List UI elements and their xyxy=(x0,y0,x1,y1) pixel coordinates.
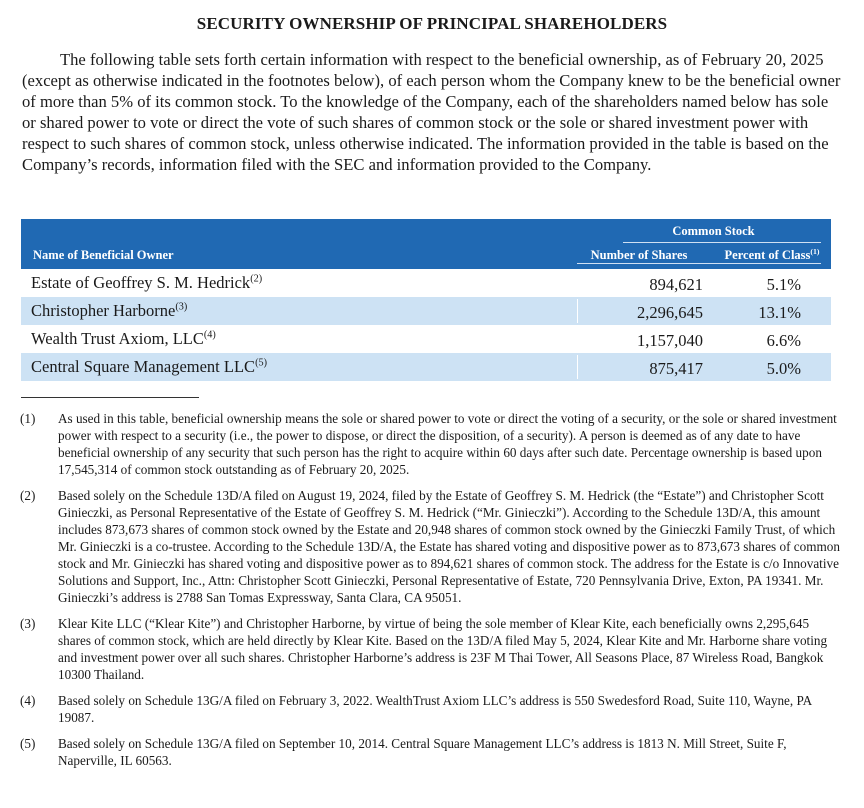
percent-column-header: Percent of Class$^{(1)}$ xyxy=(724,246,820,262)
footnote-ref: (1) xyxy=(810,246,820,256)
table-header xyxy=(21,219,831,269)
number-of-shares: 894,621 xyxy=(649,275,703,294)
footnote-number: (5) xyxy=(20,736,36,751)
footnote-ref: (4) xyxy=(203,329,216,341)
percent-of-class: 13.1% xyxy=(758,303,801,322)
owner-name: Estate of Geoffrey S. M. Hedrick$^{(2)}$ xyxy=(31,273,263,292)
common-stock-header: Common Stock xyxy=(672,224,755,238)
column-header-rule xyxy=(577,263,821,264)
table-row xyxy=(21,297,831,325)
section-title: SECURITY OWNERSHIP OF PRINCIPAL SHAREHOLDERS xyxy=(196,14,668,33)
ownership-table xyxy=(21,219,831,381)
footnote-number: (4) xyxy=(20,693,36,708)
number-of-shares: 1,157,040 xyxy=(637,331,703,350)
footnote-ref: (2) xyxy=(250,273,263,285)
footnote-item xyxy=(20,615,840,683)
footnote-item xyxy=(20,410,840,478)
group-header-rule xyxy=(623,242,821,243)
footnote-number: (2) xyxy=(20,488,36,503)
footnote-text: Based solely on Schedule 13G/A filed on February 3, 2022. WealthTrust Axiom LLC’s address is 550 Swedesford Road, Suite 110, Wayne, PA 19087. xyxy=(58,693,812,725)
table-row xyxy=(21,325,831,353)
footnote-ref: (3) xyxy=(175,301,188,313)
footnote-text: Klear Kite LLC (“Klear Kite”) and Christopher Harborne, by virtue of being the sole member of Klear Kite, each beneficially owns 2,295,645 shares of common stock, which are held directly by Klear Kite. Based on the 13D/A filed May 5, 2024, Klear Kite and Mr. Harborne share voting and investment power over all such shares. Christopher Harborne’s address is 23F M Thai Tower, All Seasons Place, 87 Wireless Road, Bangkok 10300 Thailand. xyxy=(58,616,828,682)
number-of-shares: 2,296,645 xyxy=(637,303,703,322)
footnote-divider xyxy=(21,397,199,398)
percent-of-class: 5.0% xyxy=(766,359,801,378)
footnote-text: Based solely on the Schedule 13D/A filed on August 19, 2024, filed by the Estate of Geoffrey S. M. Hedrick (the “Estate”) and Christopher Scott Ginieczki, as Personal Representative of the Estate of Geoffrey S. M. Hedrick (“Mr. Ginieczki”). According to the Schedule 13D/A, this amount includes 873,673 shares of common stock owned by the Estate and 20,948 shares of common stock owned by the Ginieczki Family Trust, of which Mr. Ginieczki is a co-trustee. According to the Schedule 13D/A, the Estate has shared voting and dispositive power as to 873,673 shares of common stock and Mr. Ginieczki has shared voting and dispositive power as to 894,621 shares of common stock. The address for the Estate is c/o Innovative Solutions and Support, Inc., Attn: Christopher Scott Ginieczki, Personal Representative of Estate, 720 Pennsylvania Drive, Exton, PA 19341. Mr. Ginieczki’s address is 2788 San Tomas Expressway, Santa Clara, CA 95051. xyxy=(58,488,840,605)
footnote-item xyxy=(20,487,840,606)
footnote-text: As used in this table, beneficial ownership means the sole or shared power to vote or direct the voting of a security, or the sole or shared investment power with respect to a security (i.e., the power to dispose, or direct the disposition, of a security). A person is deemed as of any date to have beneficial ownership of any security that such person has the right to acquire within 60 days after such date. Percentage ownership is based upon 17,545,314 of common stock outstanding as of February 20, 2025. xyxy=(58,411,837,477)
footnote-item xyxy=(20,692,840,726)
number-of-shares: 875,417 xyxy=(649,359,703,378)
shares-column-header: Number of Shares xyxy=(590,248,688,262)
footnote-text: Based solely on Schedule 13G/A filed on September 10, 2014. Central Square Management LLC’s address is 1813 N. Mill Street, Suite F, Naperville, IL 60563. xyxy=(58,736,787,768)
footnote-number: (1) xyxy=(20,411,36,426)
owner-name: Christopher Harborne$^{(3)}$ xyxy=(31,301,188,320)
table-row xyxy=(21,269,831,297)
owner-name: Central Square Management LLC$^{(5)}$ xyxy=(31,357,267,376)
footnote-item xyxy=(20,735,840,769)
footnote-ref: (5) xyxy=(255,357,267,369)
table-row xyxy=(21,353,831,381)
footnotes xyxy=(20,410,840,778)
intro-paragraph: The following table sets forth certain information with respect to the beneficial ownership, as of February 20, 2025 (except as otherwise indicated in the footnotes below), of each person whom the Company knew to be the beneficial owner of more than 5% of its common stock. To the knowledge of the Company, each of the shareholders named below has sole or shared power to vote or direct the vote of such shares of common stock or the sole or shared investment power with respect to such shares of common stock, unless otherwise indicated. The information provided in the table is based on the Company’s records, information filed with the SEC and information provided to the Company. xyxy=(22,50,841,174)
percent-of-class: 5.1% xyxy=(766,275,801,294)
name-column-header: Name of Beneficial Owner xyxy=(33,248,174,262)
footnote-number: (3) xyxy=(20,616,36,631)
owner-name: Wealth Trust Axiom, LLC$^{(4)}$ xyxy=(31,329,216,348)
percent-of-class: 6.6% xyxy=(766,331,801,350)
